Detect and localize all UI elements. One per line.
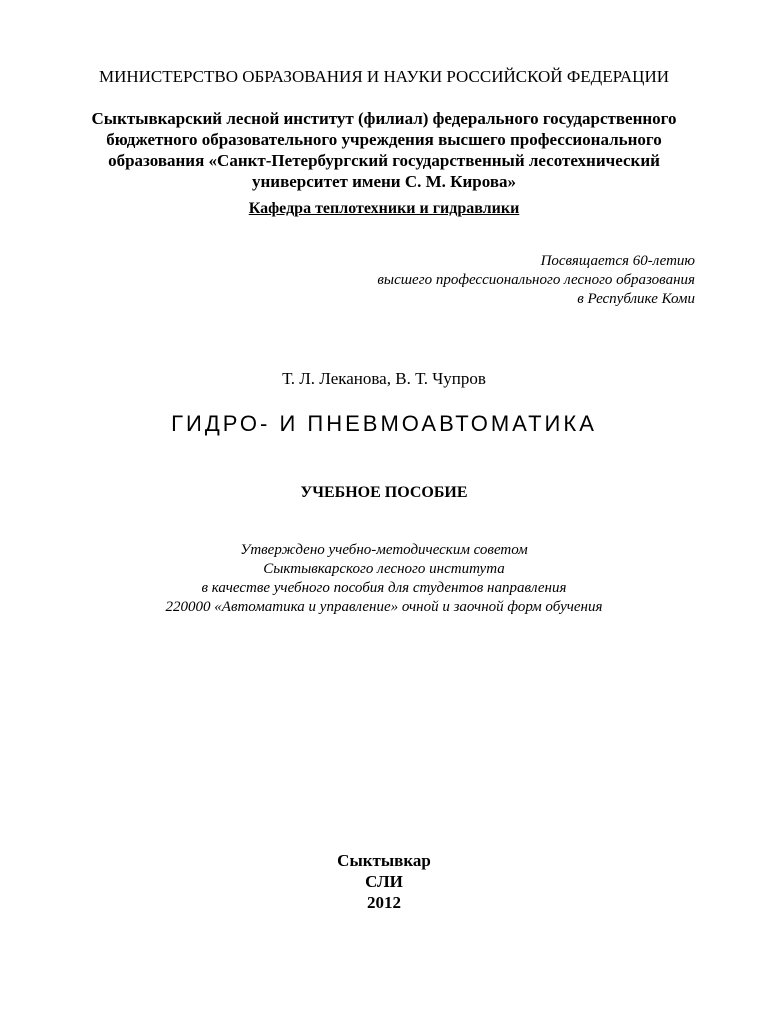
institute-line-3: образования «Санкт-Петербургский государственный лесотехнический xyxy=(108,151,660,170)
dedication-line-2: высшего профессионального лесного образования xyxy=(377,272,695,288)
ministry-heading: МИНИСТЕРСТВО ОБРАЗОВАНИЯ И НАУКИ РОССИЙСКОЙ ФЕДЕРАЦИИ xyxy=(98,67,670,86)
approval-line-3: в качестве учебного пособия для студентов направления xyxy=(201,580,567,596)
approval-line-2: Сыктывкарского лесного института xyxy=(263,561,505,577)
imprint-publisher: СЛИ xyxy=(365,872,403,891)
institute-line-2: бюджетного образовательного учреждения высшего профессионального xyxy=(106,130,662,149)
institute-line-1: Сыктывкарский лесной институт (филиал) федерального государственного xyxy=(91,109,677,128)
dedication-line-3: в Республике Коми xyxy=(577,291,695,307)
institute-line-4: университет имени С. М. Кирова» xyxy=(251,172,517,191)
approval-line-1: Утверждено учебно-методическим советом xyxy=(240,542,528,558)
imprint xyxy=(0,850,768,913)
approval-note xyxy=(0,541,768,617)
dedication-line-1: Посвящается 60-летию xyxy=(540,253,695,269)
approval-line-4: 220000 «Автоматика и управление» очной и заочной форм обучения xyxy=(165,599,603,615)
department-name: Кафедра теплотехники и гидравлики xyxy=(248,200,520,217)
book-title: ГИДРО- И ПНЕВМОАВТОМАТИКА xyxy=(171,411,597,436)
authors: Т. Л. Леканова, В. Т. Чупров xyxy=(282,369,486,388)
institute-name xyxy=(0,108,768,192)
document-type: УЧЕБНОЕ ПОСОБИЕ xyxy=(300,484,468,501)
dedication xyxy=(377,252,695,309)
imprint-city: Сыктывкар xyxy=(337,851,431,870)
imprint-year: 2012 xyxy=(367,893,401,912)
